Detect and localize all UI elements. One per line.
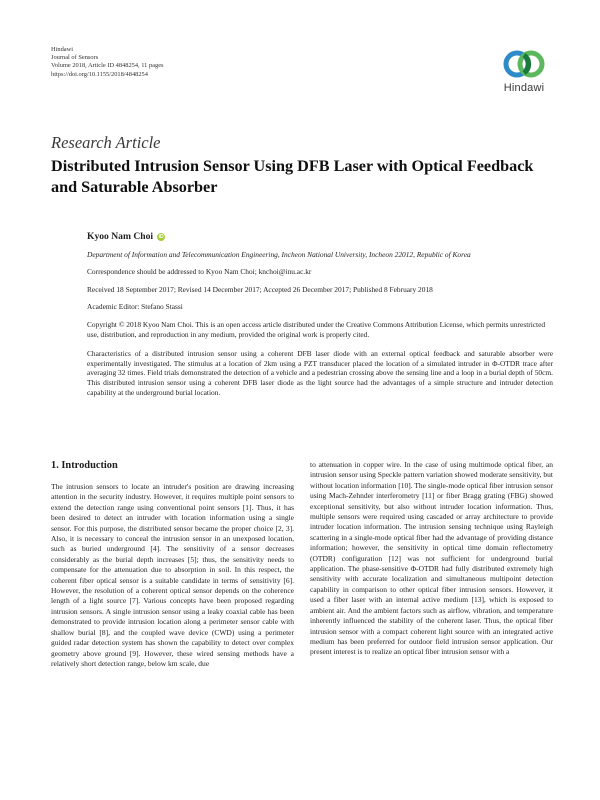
orcid-icon[interactable]: iD	[158, 233, 164, 240]
logo-text: Hindawi	[503, 82, 545, 94]
body-text-left: The intrusion sensors to locate an intruder's position are drawing increasing attention in the security industry. However, it requires multiple point sensors to extend the detection range using conventional point sensors [1]. Thus, it has been desired to detect an intruder with location information using a single sensor. For this purpose, the distributed sensor became the proper choice [2, 3]. Also, it is necessary to conceal the intrusion sensor in an unexposed location, such as buried underground [4]. The sensitivity of a sensor decreases considerably as the burial depth increases [5]; thus, the sensitivity needs to compensate for the attenuation due to absorption in soil. In this respect, the coherent fiber optical sensor is a suitable candidate in terms of sensitivity [6]. However, the resolution of a coherent optical sensor depends on the coherence length of a light source [7]. Various concepts have been proposed regarding intrusion sensors. A single intrusion sensor using a leaky coaxial cable has been demonstrated to provide intrusion location along a perimeter sensor cable with shallow burial [8], and the coupled wave device (CWD) using a perimeter guided radar detection system has shown the capability to detect over complex geometry above ground [9]. However, these wired sensing methods have a relatively short detection range, below km scale, due	[51, 482, 294, 668]
abstract: Characteristics of a distributed intrusion sensor using a coherent DFB laser diode with an external optical feedback and saturable absorber were experimentally investigated. The stimulus at a location of 2km using a PZT transducer placed the location of a simulated intruder in Φ-OTDR trace after averaging 32 times. Field trials demonstrated the detection of a vehicle and a pedestrian crossing above the sensing line and a loop in a burial depth of 50cm. This distributed intrusion sensor using a coherent DFB laser diode as the light source had the advantages of a simple structure and intruder detection capability at the underground burial location.	[87, 349, 553, 397]
correspondence: Correspondence should be addressed to Kyoo Nam Choi; knchoi@inu.ac.kr	[87, 267, 312, 277]
volume-line: Volume 2018, Article ID 4848254, 11 pages	[51, 62, 164, 70]
paper-title: Distributed Intrusion Sensor Using DFB Laser with Optical Feedback and Saturable Absorber	[51, 157, 534, 196]
right-column	[310, 460, 553, 658]
author-name[interactable]: Kyoo Nam Choi	[87, 231, 154, 242]
section-heading: 1. Introduction	[51, 460, 118, 471]
body-text-right: to attenuation in copper wire. In the case of using multimode optical fiber, an intrusion sensor using Speckle pattern variation showed moderate sensitivity, but without location information [10]. The single-mode optical fiber intrusion sensor using Mach-Zehnder interferometry [11] or fiber Bragg grating (FBG) showed exceptional sensitivity, but also without intruder location information. Thus, multiple sensors were required using cascaded or array architecture to provide intruder location information. The intrusion sensing technique using Rayleigh scattering in a single-mode optical fiber had the advantage of providing distance information; however, the sensitivity in optical time domain reflectometry (OTDR) configuration [12] was not sufficient for underground burial application. The phase-sensitive Φ-OTDR had fully distributed extremely high sensitivity with accurate localization and simultaneous multipoint detection capability in comparison to other optical fiber intrusion sensors. However, it used a fiber laser with an internal active medium [13], which is exposed to ambient air. And the ambient factors such as airflow, vibration, and temperature inherently influenced the stability of the coherent laser. Thus, the optical fiber intrusion sensor with a compact coherent light source with an integrated active medium has been preferred for outdoor field intrusion sensor application. Our present interest is to realize an optical fiber intrusion sensor with a	[310, 460, 553, 657]
copyright-notice: Copyright © 2018 Kyoo Nam Choi. This is an open access article distributed under the Creative Commons Attribution License, which permits unrestricted use, distribution, and reproduction in any medium, provided the original work is properly cited.	[87, 319, 546, 339]
article-type: Research Article	[51, 133, 161, 152]
publication-dates: Received 18 September 2017; Revised 14 December 2017; Accepted 26 December 2017; Published 8 February 2018	[87, 284, 433, 294]
journal-name: Journal of Sensors	[51, 54, 99, 62]
journal-info	[51, 46, 164, 79]
doi-link[interactable]: https://doi.org/10.1155/2018/4848254	[51, 70, 148, 78]
author-line	[87, 232, 553, 242]
front-matter	[87, 232, 553, 397]
academic-editor: Academic Editor: Stefano Stassi	[87, 302, 183, 312]
hindawi-logo-icon	[502, 47, 546, 81]
hindawi-logo[interactable]	[494, 47, 554, 103]
publisher-name: Hindawi	[51, 46, 74, 53]
affiliation: Department of Information and Telecommunication Engineering, Incheon National University, Incheon 22012, Republic of Korea	[87, 249, 471, 259]
left-column	[51, 460, 294, 669]
